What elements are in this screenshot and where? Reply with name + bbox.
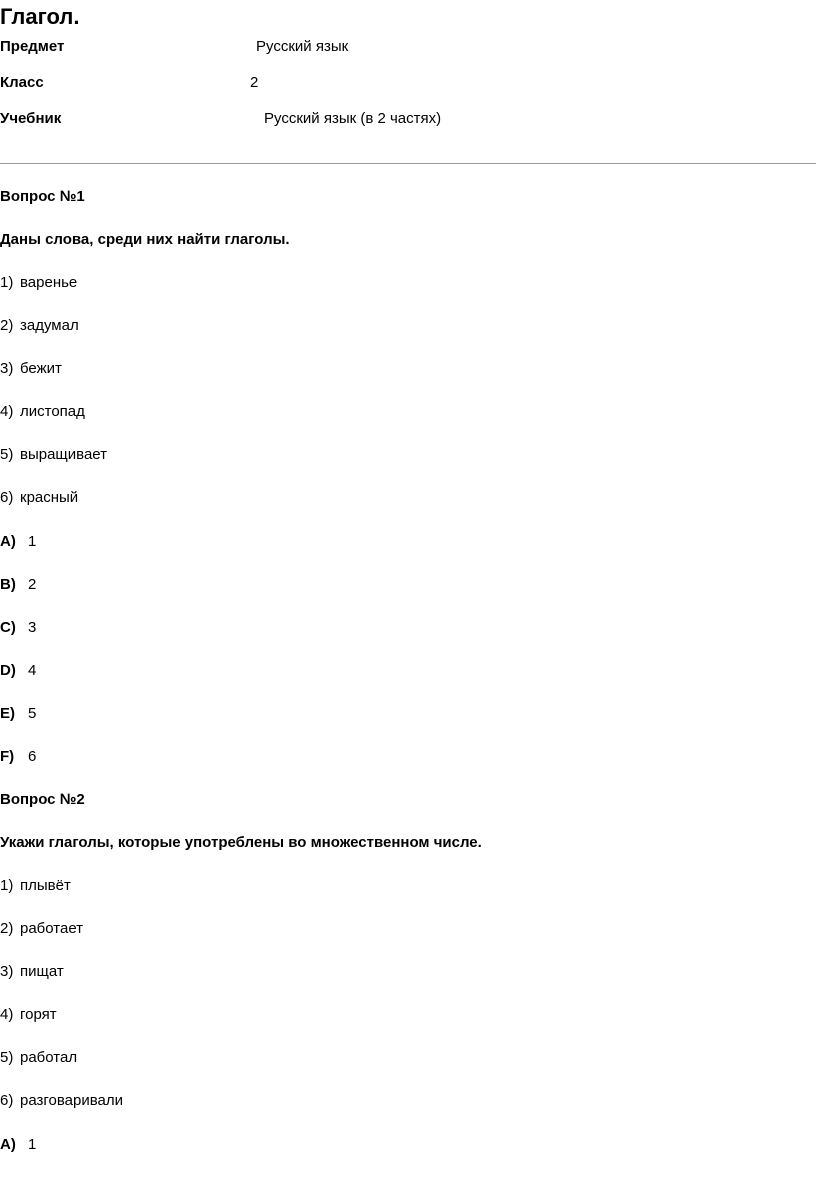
question-1-answer-f[interactable]: F) 6 [0,748,37,765]
question-1-answer-b[interactable]: B) 2 [0,576,37,593]
question-1-answer-d[interactable]: D) 4 [0,662,37,679]
subject-value: Русский язык [256,38,349,55]
subject-label: Предмет [0,38,65,55]
question-2-heading: Вопрос №2 [0,791,85,808]
question-1-text: Даны слова, среди них найти глаголы. [0,231,290,248]
textbook-label: Учебник [0,110,62,127]
question-1-option-1: 1) варенье [0,274,78,291]
textbook-value: Русский язык (в 2 частях) [264,110,442,127]
document-title: Глагол. [0,4,80,29]
question-1-option-5: 5) выращивает [0,446,108,463]
class-value: 2 [250,74,259,91]
class-label: Класс [0,74,44,91]
question-1-heading: Вопрос №1 [0,188,85,205]
question-2-text: Укажи глаголы, которые употреблены во множественном числе. [0,834,482,851]
question-1-answer-c[interactable]: C) 3 [0,619,37,636]
question-1-option-3: 3) бежит [0,360,62,377]
question-2-option-2: 2) работает [0,920,84,937]
question-1-answer-e[interactable]: E) 5 [0,705,37,722]
question-2-option-1: 1) плывёт [0,877,71,894]
question-2-option-3: 3) пищат [0,963,64,980]
question-1-option-2: 2) задумал [0,317,79,334]
question-1-option-6: 6) красный [0,489,79,506]
question-2-answer-a[interactable]: A) 1 [0,1136,37,1153]
question-1-option-4: 4) листопад [0,403,85,420]
question-1-answer-a[interactable]: A) 1 [0,533,37,550]
question-2-option-4: 4) горят [0,1006,57,1023]
question-2-option-6: 6) разговаривали [0,1092,124,1109]
question-2-option-5: 5) работал [0,1049,78,1066]
header-divider [0,163,816,164]
